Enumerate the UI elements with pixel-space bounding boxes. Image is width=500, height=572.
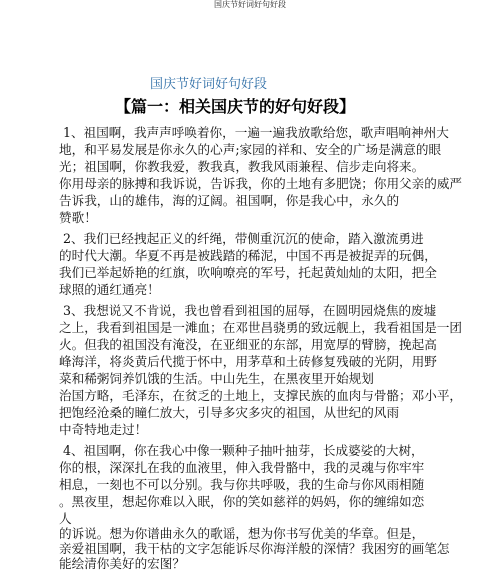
paragraph-line: 你的根，深深扎在我的血液里，伸入我骨骼中，我的灵魂与你牢牢 <box>59 460 425 475</box>
paragraph-line: 菜和稀粥饲养饥饿的生活。中山先生，在黑夜里开始规划 <box>59 371 374 386</box>
document-header-title: 国庆节好词好句好段 <box>214 0 286 9</box>
paragraph-line: 亲爱祖国啊，我干枯的文字怎能诉尽你海洋般的深情？我困穷的画笔怎 <box>59 541 450 556</box>
paragraph-line: 告诉我，山的雄伟，海的辽阔。祖国啊，你是我心中，永久的 <box>59 193 400 208</box>
paragraph-line: 地，和平易发展是你永久的心声;家园的祥和、安全的广场是满意的眼 <box>59 142 442 157</box>
paragraph-line: 中奇特地走过！ <box>59 422 148 437</box>
paragraph-line: 4、祖国啊，你在我心中像一颗种子抽叶抽芽，长成婆娑的大树， <box>63 443 424 458</box>
paragraph-line: 之上，我看到祖国是一滩血；在邓世昌骁勇的致远舰上，我看祖国是一团 <box>59 320 462 335</box>
paragraph-line: 火。但我的祖国没有淹没，在亚细亚的东部，用宽厚的臂膀，挽起高 <box>59 337 437 352</box>
paragraph-line: 把饱经沧桑的瞳仁放大，引导多灾多灾的祖国，从世纪的风雨 <box>59 405 400 420</box>
paragraph-line: 赞歌！ <box>59 210 97 225</box>
paragraph-line: 。黑夜里，想起你难以入眠，你的笑如慈祥的妈妈，你的缠绵如恋 <box>59 494 425 509</box>
paragraph-line: 你用母亲的脉搏和我诉说，告诉我，你的土地有多肥饶；你用父亲的威严 <box>59 176 462 191</box>
paragraph-line: 人 <box>59 511 72 526</box>
paragraph-line: 的时代大潮。华夏不再是被践踏的稀泥，中国不再是被捉弄的玩偶， <box>59 248 437 263</box>
paragraph-line: 1、祖国啊，我声声呼唤着你，一遍一遍我放歌给您，歌声唱响神州大 <box>63 125 449 140</box>
paragraph-line: 的诉说。想为你谱曲永久的歌谣，想为你书写优美的华章。但是， <box>59 526 425 541</box>
document-title: 国庆节好词好句好段 <box>150 77 268 92</box>
paragraph-line: 球照的通红通亮！ <box>59 282 160 297</box>
paragraph-line: 相息，一刻也不可以分别。我与你共呼吸，我的生命与你风雨相随 <box>59 477 425 492</box>
paragraph-line: 光；祖国啊，你教我爱，教我真，教我风雨兼程、信步走向将来。 <box>59 159 425 174</box>
section-title: 【篇一：相关国庆节的好句好段】 <box>115 97 356 116</box>
paragraph-line: 2、我们已经拽起正义的纤绳，带侧重沉沉的使命，踏入激流勇进 <box>63 231 424 246</box>
paragraph-line: 峰海洋，将炎黄后代揽于怀中，用茅草和土砖修复残破的光阴，用野 <box>59 354 437 369</box>
paragraph-line: 3、我想说又不肯说，我也曾看到祖国的屈辱，在圆明园烧焦的废墟 <box>63 303 437 318</box>
paragraph-line: 治国方略，毛泽东，在贫乏的土地上，支撑民族的血肉与骨骼；邓小平， <box>59 388 462 403</box>
paragraph-line: 能绘清你美好的宏图？ <box>59 556 185 571</box>
paragraph-line: 我们已举起娇艳的红旗，吹响嘹亮的军号，托起黄灿灿的太阳，把全 <box>59 265 437 280</box>
